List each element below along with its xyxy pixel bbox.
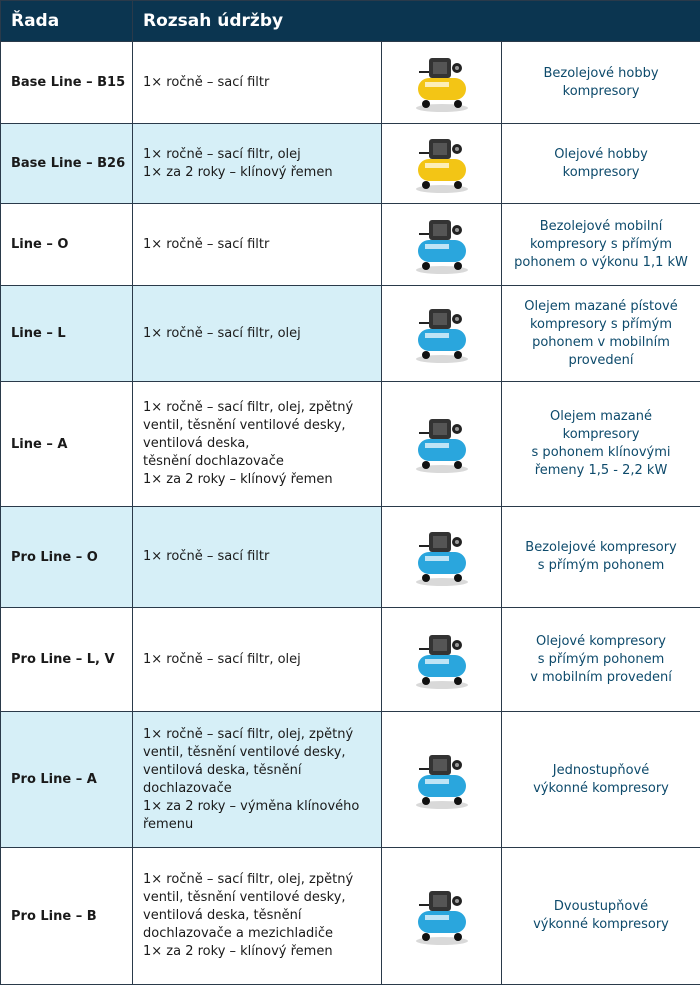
- table-row: [1, 204, 700, 286]
- description-line: Jednostupňové: [552, 762, 650, 778]
- maintenance-line: 1× ročně – sací filtr, olej, zpětný: [143, 726, 354, 742]
- table-row: [1, 382, 700, 507]
- product-image-cell: [382, 507, 502, 608]
- maintenance-cell: [133, 382, 382, 507]
- description-line: Olejem mazané pístové: [524, 298, 678, 314]
- maintenance-line: 1× ročně – sací filtr, olej, zpětný: [143, 400, 354, 415]
- description-cell: [502, 507, 700, 608]
- maintenance-line: řemenu: [143, 816, 194, 832]
- table-row: [1, 42, 700, 124]
- table-row: [1, 507, 700, 608]
- maintenance-line: 1× za 2 roky – klínový řemen: [143, 164, 333, 180]
- description-cell: [502, 848, 700, 985]
- description-line: kompresory: [562, 83, 640, 99]
- product-image-cell: [382, 382, 502, 507]
- maintenance-line: 1× za 2 roky – klínový řemen: [143, 944, 333, 959]
- yellow-compressor-icon: [409, 52, 475, 114]
- product-image-cell: [382, 204, 502, 286]
- description-line: výkonné kompresory: [533, 917, 669, 932]
- maintenance-line: 1× za 2 roky – výměna klínového: [143, 798, 360, 814]
- description-line: pohonem o výkonu 1,1 kW: [514, 254, 688, 270]
- description-cell: [502, 204, 700, 286]
- maintenance-line: 1× ročně – sací filtr: [143, 549, 270, 564]
- maintenance-cell: [133, 848, 382, 985]
- maintenance-cell: [133, 712, 382, 848]
- maintenance-line: 1× ročně – sací filtr, olej, zpětný: [143, 872, 354, 887]
- description-line: Bezolejové hobby: [543, 65, 659, 81]
- description-line: Dvoustupňové: [553, 899, 649, 914]
- table-row: [1, 712, 700, 848]
- maintenance-cell: [133, 204, 382, 286]
- maintenance-cell: [133, 124, 382, 204]
- description-line: pohonem v mobilním: [532, 334, 670, 350]
- blue-compressor-icon: [409, 629, 475, 691]
- product-image-cell: [382, 712, 502, 848]
- product-image-cell: [382, 42, 502, 124]
- description-line: provedení: [568, 352, 634, 368]
- description-cell: [502, 382, 700, 507]
- description-cell: [502, 712, 700, 848]
- maintenance-line: 1× ročně – sací filtr: [143, 236, 270, 252]
- product-image-cell: [382, 124, 502, 204]
- maintenance-line: 1× ročně – sací filtr, olej: [143, 146, 301, 162]
- series-name: Pro Line – B: [1, 848, 133, 985]
- maintenance-line: ventil, těsnění ventilové desky,: [143, 744, 346, 760]
- maintenance-line: 1× za 2 roky – klínový řemen: [143, 472, 333, 487]
- blue-compressor-icon: [409, 303, 475, 365]
- maintenance-line: ventilová deska, těsnění: [143, 908, 302, 923]
- description-line: Olejem mazané: [550, 409, 652, 424]
- description-line: kompresory s přímým: [529, 316, 673, 332]
- maintenance-line: 1× ročně – sací filtr, olej: [143, 651, 301, 667]
- maintenance-line: ventilová deska, těsnění: [143, 762, 302, 778]
- maintenance-line: 1× ročně – sací filtr: [143, 74, 270, 90]
- description-cell: [502, 286, 700, 382]
- product-image-cell: [382, 608, 502, 712]
- series-name: Base Line – B15: [1, 42, 133, 124]
- blue-compressor-icon: [409, 214, 475, 276]
- maintenance-line: ventil, těsnění ventilové desky,: [143, 418, 346, 433]
- series-name: Base Line – B26: [1, 124, 133, 204]
- maintenance-line: dochlazovače: [143, 780, 232, 796]
- description-line: kompresory: [562, 427, 640, 442]
- series-name: Pro Line – A: [1, 712, 133, 848]
- maintenance-line: dochlazovače a mezichladiče: [143, 926, 334, 941]
- table-row: [1, 848, 700, 985]
- table-row: [1, 124, 700, 204]
- description-cell: [502, 124, 700, 204]
- description-line: Bezolejové mobilní: [539, 218, 663, 234]
- header-maintenance: Rozsah údržby: [133, 1, 700, 42]
- description-line: Olejové hobby: [554, 146, 648, 162]
- table-row: [1, 286, 700, 382]
- yellow-compressor-icon: [409, 133, 475, 195]
- product-image-cell: [382, 848, 502, 985]
- table-header-row: [1, 1, 700, 42]
- series-name: Line – O: [1, 204, 133, 286]
- description-line: s přímým pohonem: [537, 558, 665, 573]
- blue-compressor-icon: [409, 413, 475, 475]
- blue-compressor-icon: [409, 885, 475, 947]
- description-line: s pohonem klínovými: [531, 445, 671, 460]
- description-line: Bezolejové kompresory: [525, 540, 677, 555]
- description-line: Olejové kompresory: [536, 633, 666, 649]
- maintenance-cell: [133, 608, 382, 712]
- description-line: kompresory: [562, 164, 640, 180]
- description-line: kompresory s přímým: [529, 236, 673, 252]
- maintenance-line: 1× ročně – sací filtr, olej: [143, 325, 301, 341]
- maintenance-line: ventil, těsnění ventilové desky,: [143, 890, 346, 905]
- maintenance-line: těsnění dochlazovače: [143, 454, 284, 469]
- description-line: v mobilním provedení: [530, 669, 672, 685]
- series-name: Line – L: [1, 286, 133, 382]
- description-cell: [502, 608, 700, 712]
- maintenance-cell: [133, 286, 382, 382]
- table-row: [1, 608, 700, 712]
- maintenance-line: ventilová deska,: [143, 436, 250, 451]
- description-line: s přímým pohonem: [537, 651, 665, 667]
- description-cell: [502, 42, 700, 124]
- maintenance-cell: [133, 42, 382, 124]
- series-name: Pro Line – O: [1, 507, 133, 608]
- description-line: řemeny 1,5 - 2,2 kW: [534, 463, 668, 478]
- blue-compressor-icon: [409, 749, 475, 811]
- blue-compressor-icon: [409, 526, 475, 588]
- maintenance-cell: [133, 507, 382, 608]
- series-name: Line – A: [1, 382, 133, 507]
- series-name: Pro Line – L, V: [1, 608, 133, 712]
- description-line: výkonné kompresory: [533, 780, 669, 796]
- header-series: Řada: [1, 1, 133, 42]
- product-image-cell: [382, 286, 502, 382]
